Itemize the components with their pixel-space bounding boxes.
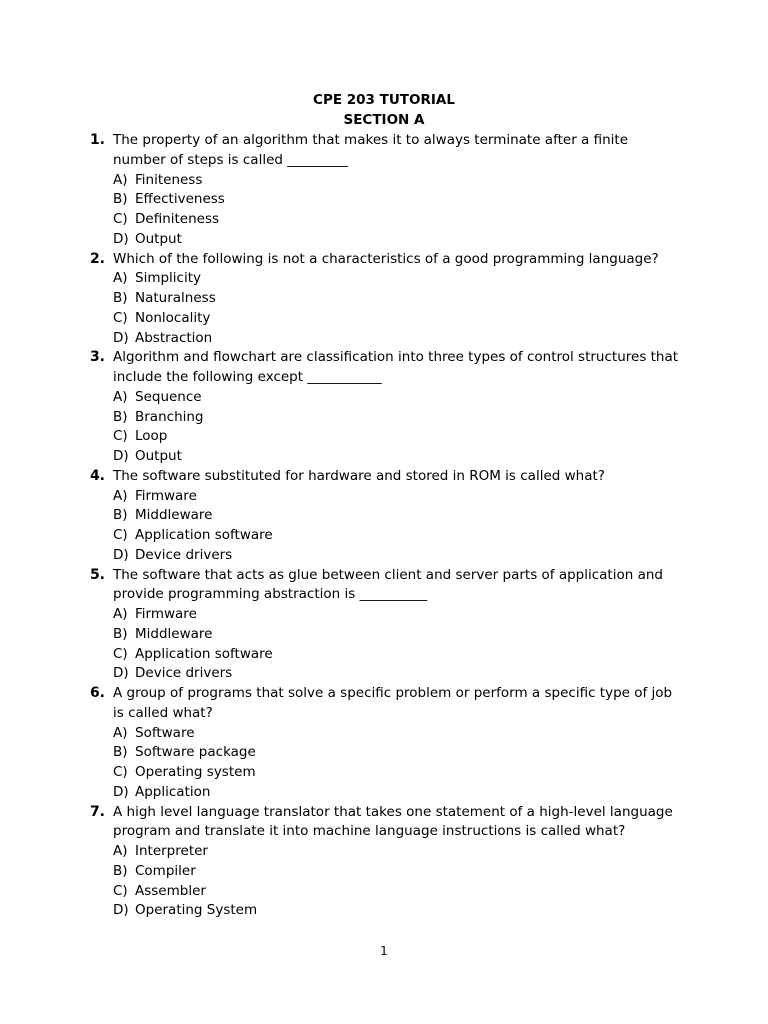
- option-letter: A): [113, 843, 128, 859]
- option-letter: A): [113, 487, 128, 504]
- option-d: [113, 664, 679, 684]
- option-letter: C): [113, 428, 128, 445]
- option-a: [113, 388, 679, 408]
- option-list: [113, 388, 679, 467]
- option-c: [113, 210, 679, 230]
- option-text: Firmware: [135, 487, 197, 504]
- option-text: Device drivers: [135, 546, 233, 563]
- option-letter: B): [113, 862, 128, 879]
- question-body: [113, 684, 679, 803]
- option-d: [113, 329, 679, 349]
- option-letter: D): [113, 448, 129, 464]
- question-number: 3.: [89, 349, 105, 366]
- option-text: Abstraction: [135, 329, 213, 346]
- option-text: Output: [135, 230, 182, 247]
- option-list: [113, 171, 679, 250]
- option-text: Branching: [135, 408, 204, 425]
- question-2: [0, 250, 768, 349]
- option-list: [113, 842, 679, 921]
- question-number: 2.: [89, 250, 105, 267]
- option-letter: C): [113, 764, 128, 780]
- option-text: Assembler: [135, 882, 206, 899]
- option-b: [113, 625, 679, 645]
- option-c: [113, 763, 679, 783]
- option-text: Application software: [135, 527, 273, 543]
- option-a: [113, 842, 679, 862]
- question-1: [0, 131, 768, 250]
- option-c: [113, 645, 679, 665]
- option-a: [113, 171, 679, 191]
- option-list: [113, 487, 679, 566]
- option-text: Middleware: [135, 625, 213, 642]
- option-letter: B): [113, 507, 128, 524]
- option-a: [113, 605, 679, 625]
- option-c: [113, 882, 679, 902]
- option-letter: B): [113, 408, 128, 425]
- option-letter: D): [113, 546, 129, 563]
- option-d: [113, 901, 679, 921]
- option-letter: A): [113, 171, 128, 188]
- option-d: [113, 230, 679, 250]
- option-text: Firmware: [135, 606, 197, 622]
- option-text: Software: [135, 724, 195, 741]
- question-text: A high level language translator that takes one statement of a high-level language program and translate it into machine language instructions is called what?: [113, 803, 673, 840]
- option-text: Operating system: [135, 764, 256, 780]
- option-letter: A): [113, 606, 128, 622]
- question-body: [113, 348, 679, 467]
- question-6: [0, 684, 768, 803]
- option-letter: B): [113, 191, 128, 208]
- question-number: 5.: [89, 566, 105, 583]
- option-text: Naturalness: [135, 290, 216, 306]
- question-text: The property of an algorithm that makes it to always terminate after a finite number of steps is called _________: [113, 132, 629, 168]
- question-text: The software substituted for hardware and stored in ROM is called what?: [113, 467, 605, 484]
- option-a: [113, 269, 679, 289]
- option-letter: D): [113, 902, 129, 919]
- section-heading: SECTION A: [343, 112, 425, 128]
- option-letter: B): [113, 744, 128, 761]
- option-letter: D): [113, 329, 129, 346]
- option-text: Application software: [135, 645, 273, 662]
- question-body: [113, 131, 679, 250]
- option-letter: A): [113, 388, 128, 405]
- option-text: Loop: [135, 428, 168, 445]
- option-b: [113, 743, 679, 763]
- option-text: Finiteness: [135, 171, 203, 188]
- option-text: Compiler: [135, 862, 196, 879]
- option-list: [113, 605, 679, 684]
- option-text: Application: [135, 783, 211, 800]
- document-title: CPE 203 TUTORIAL: [313, 92, 455, 108]
- question-body: [113, 566, 679, 685]
- option-list: [113, 724, 679, 803]
- option-b: [113, 408, 679, 428]
- option-letter: C): [113, 527, 128, 543]
- option-text: Definiteness: [135, 211, 220, 227]
- question-number: 1.: [89, 132, 105, 148]
- question-number: 7.: [89, 803, 105, 820]
- question-4: [0, 467, 768, 566]
- page-number: 1: [380, 944, 388, 958]
- option-letter: D): [113, 230, 129, 247]
- option-text: Simplicity: [135, 270, 201, 287]
- question-text: Which of the following is not a characteristics of a good programming language?: [113, 250, 659, 267]
- question-7: [0, 803, 768, 922]
- option-text: Software package: [135, 744, 256, 761]
- option-letter: B): [113, 625, 128, 642]
- option-d: [113, 447, 679, 467]
- option-b: [113, 506, 679, 526]
- option-a: [113, 724, 679, 744]
- option-b: [113, 862, 679, 882]
- question-text: Algorithm and flowchart are classification into three types of control structures that include the following except ___________: [113, 349, 679, 385]
- question-body: [113, 250, 679, 349]
- option-d: [113, 783, 679, 803]
- option-c: [113, 309, 679, 329]
- option-b: [113, 289, 679, 309]
- option-letter: B): [113, 290, 128, 306]
- option-text: Device drivers: [135, 665, 233, 682]
- option-letter: C): [113, 645, 128, 662]
- option-b: [113, 190, 679, 210]
- question-body: [113, 467, 679, 566]
- question-3: [0, 348, 768, 467]
- question-5: [0, 566, 768, 685]
- option-text: Operating System: [135, 902, 258, 919]
- option-c: [113, 427, 679, 447]
- option-list: [113, 269, 679, 348]
- question-number: 4.: [89, 467, 105, 484]
- option-letter: D): [113, 783, 129, 800]
- option-text: Output: [135, 448, 182, 464]
- question-number: 6.: [89, 685, 105, 701]
- option-text: Middleware: [135, 507, 213, 524]
- option-letter: A): [113, 270, 128, 287]
- option-letter: C): [113, 211, 128, 227]
- option-text: Interpreter: [135, 843, 208, 859]
- option-text: Nonlocality: [135, 309, 211, 326]
- option-c: [113, 526, 679, 546]
- question-text: The software that acts as glue between client and server parts of application and provide programming abstraction is __________: [113, 566, 663, 603]
- option-text: Sequence: [135, 388, 202, 405]
- option-letter: C): [113, 882, 128, 899]
- question-text: A group of programs that solve a specific problem or perform a specific type of job is called what?: [113, 685, 673, 721]
- option-text: Effectiveness: [135, 191, 225, 208]
- option-letter: C): [113, 309, 128, 326]
- option-a: [113, 487, 679, 507]
- option-d: [113, 546, 679, 566]
- question-body: [113, 803, 679, 922]
- option-letter: D): [113, 665, 129, 682]
- option-letter: A): [113, 724, 128, 741]
- question-list: [0, 131, 768, 921]
